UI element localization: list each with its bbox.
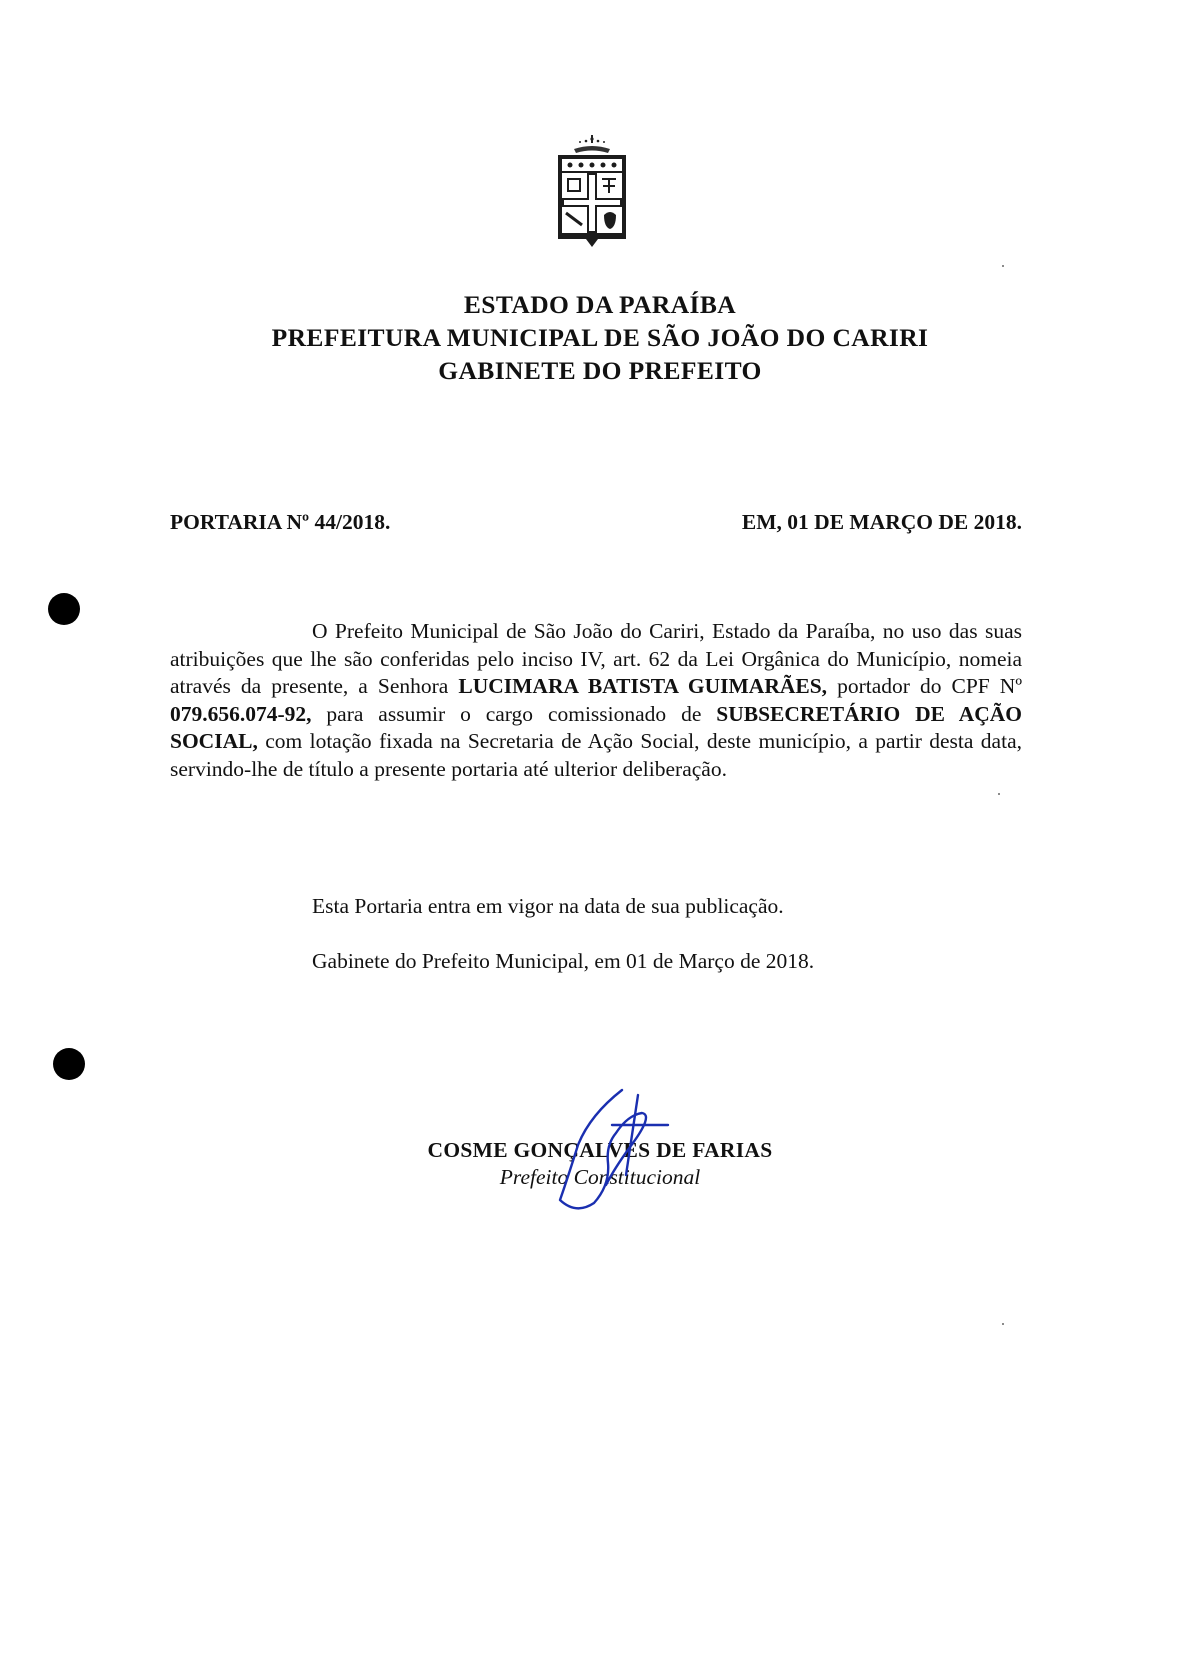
ordinance-date: EM, 01 DE MARÇO DE 2018. (741, 510, 1022, 534)
signatory-title: Prefeito Constitucional (499, 1165, 701, 1189)
appointee-name: LUCIMARA BATISTA GUIMARÃES, (458, 674, 828, 699)
scan-speck (1002, 1323, 1004, 1325)
place-and-date: Gabinete do Prefeito Municipal, em 01 de Março de 2018. (312, 949, 815, 973)
body-text-part1: O Prefeito Municipal de São João do Cariri, Estado da Paraíba, no uso das suas atribuições que lhe são conferidas pelo inciso IV, art. 62 da Lei Orgânica do Município, nomeia através da presente, a Senhora (170, 619, 1022, 699)
header-state: ESTADO DA PARAÍBA (463, 290, 737, 319)
ordinance-body (170, 618, 1022, 784)
effect-clause: Esta Portaria entra em vigor na data de sua publicação. (312, 894, 784, 918)
punch-hole-bottom (53, 1048, 85, 1080)
document-header (0, 288, 1200, 387)
body-text-part3: para assumir o cargo comissionado de (311, 701, 717, 726)
body-text-part2: portador do CPF Nº (827, 674, 1022, 699)
header-municipality: PREFEITURA MUNICIPAL DE SÃO JOÃO DO CARIRI (271, 323, 929, 352)
coat-of-arms-icon (546, 133, 638, 251)
appointee-cpf: 079.656.074-92, (170, 701, 312, 726)
ordinance-number: PORTARIA Nº 44/2018. (170, 510, 391, 534)
scan-speck (998, 793, 1000, 795)
punch-hole-top (48, 593, 80, 625)
body-text-part4: com lotação fixada na Secretaria de Ação Social, deste município, a partir desta data, servindo-lhe de título a presente portaria até ulterior deliberação. (170, 729, 1022, 781)
appointed-position: SUBSECRETÁRIO DE AÇÃO SOCIAL, (170, 701, 1022, 754)
header-office: GABINETE DO PREFEITO (438, 356, 762, 385)
signatory-name: COSME GONÇALVES DE FARIAS (427, 1138, 773, 1162)
scan-speck (1002, 265, 1004, 267)
